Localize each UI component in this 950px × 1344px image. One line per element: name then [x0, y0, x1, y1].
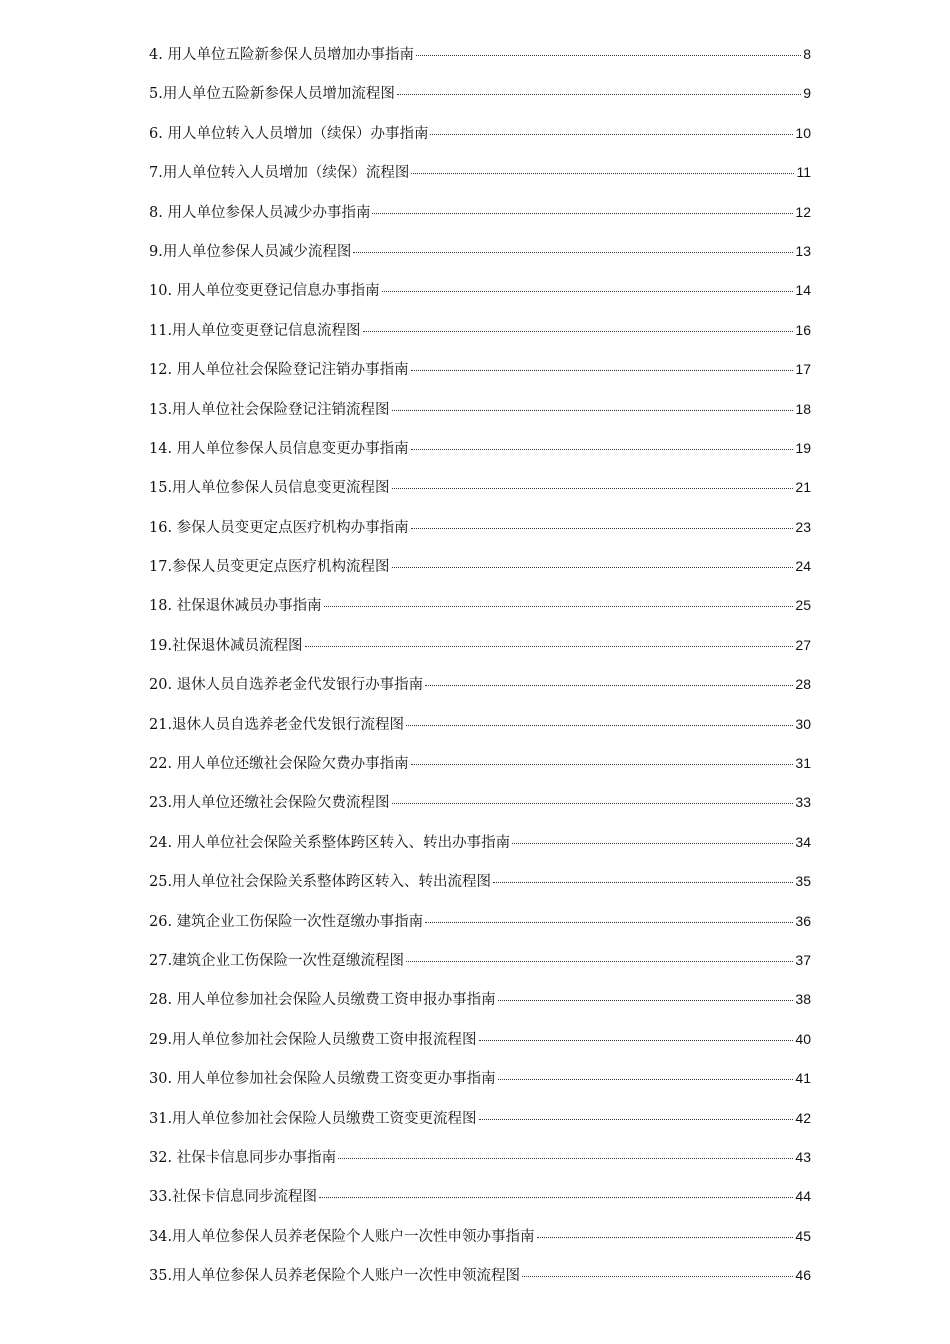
- toc-dot-leader: [353, 252, 793, 253]
- toc-entry-title[interactable]: 32. 社保卡信息同步办事指南: [149, 1149, 337, 1166]
- toc-entry-page-number[interactable]: 28: [795, 676, 811, 693]
- toc-entry-page-number[interactable]: 41: [795, 1070, 811, 1087]
- toc-entry-title[interactable]: 20. 退休人员自选养老金代发银行办事指南: [149, 677, 424, 694]
- toc-entry-page-number[interactable]: 38: [795, 991, 811, 1008]
- toc-entry-page-number[interactable]: 40: [795, 1030, 811, 1047]
- toc-entry-title[interactable]: 34.用人单位参保人员养老保险个人账户一次性申领办事指南: [149, 1228, 535, 1245]
- toc-entry[interactable]: [149, 792, 811, 831]
- toc-dot-leader: [425, 685, 793, 686]
- toc-entry-title[interactable]: 6. 用人单位转入人员增加（续保）办事指南: [149, 125, 429, 142]
- toc-entry[interactable]: [149, 1226, 811, 1265]
- toc-entry-page-number[interactable]: 35: [795, 873, 811, 890]
- toc-entry-page-number[interactable]: 10: [795, 124, 811, 141]
- table-of-contents: [149, 44, 811, 1305]
- toc-entry[interactable]: [149, 635, 811, 674]
- toc-entry[interactable]: [149, 1265, 811, 1304]
- toc-entry[interactable]: [149, 1147, 811, 1186]
- toc-entry-page-number[interactable]: 43: [795, 1148, 811, 1165]
- toc-dot-leader: [392, 803, 794, 804]
- toc-dot-leader: [498, 1000, 794, 1001]
- toc-entry-page-number[interactable]: 27: [795, 636, 811, 653]
- toc-entry[interactable]: [149, 241, 811, 280]
- toc-dot-leader: [430, 134, 793, 135]
- toc-dot-leader: [305, 646, 794, 647]
- toc-entry-title[interactable]: 15.用人单位参保人员信息变更流程图: [149, 480, 390, 497]
- toc-entry-page-number[interactable]: 34: [795, 833, 811, 850]
- toc-entry[interactable]: [149, 911, 811, 950]
- toc-entry-page-number[interactable]: 36: [795, 912, 811, 929]
- toc-entry[interactable]: [149, 359, 811, 398]
- toc-dot-leader: [479, 1119, 794, 1120]
- toc-entry-page-number[interactable]: 25: [795, 597, 811, 614]
- toc-dot-leader: [406, 725, 793, 726]
- toc-entry-page-number[interactable]: 23: [795, 518, 811, 535]
- toc-entry-title[interactable]: 5.用人单位五险新参保人员增加流程图: [149, 86, 395, 103]
- toc-entry-page-number[interactable]: 17: [795, 361, 811, 378]
- toc-dot-leader: [522, 1276, 793, 1277]
- toc-entry[interactable]: [149, 123, 811, 162]
- toc-entry[interactable]: [149, 556, 811, 595]
- toc-entry[interactable]: [149, 44, 811, 83]
- toc-entry[interactable]: [149, 674, 811, 713]
- toc-dot-leader: [392, 488, 794, 489]
- toc-entry[interactable]: [149, 871, 811, 910]
- toc-dot-leader: [411, 370, 794, 371]
- toc-entry-title[interactable]: 33.社保卡信息同步流程图: [149, 1189, 318, 1206]
- toc-entry-title[interactable]: 13.用人单位社会保险登记注销流程图: [149, 401, 390, 418]
- toc-entry-title[interactable]: 14. 用人单位参保人员信息变更办事指南: [149, 440, 409, 457]
- toc-entry-title[interactable]: 28. 用人单位参加社会保险人员缴费工资申报办事指南: [149, 992, 496, 1009]
- toc-entry-page-number[interactable]: 44: [795, 1188, 811, 1205]
- toc-dot-leader: [493, 882, 793, 883]
- toc-entry[interactable]: [149, 202, 811, 241]
- toc-entry[interactable]: [149, 1068, 811, 1107]
- toc-dot-leader: [479, 1040, 794, 1041]
- toc-entry-title[interactable]: 11.用人单位变更登记信息流程图: [149, 322, 361, 339]
- toc-entry-page-number[interactable]: 19: [795, 439, 811, 456]
- toc-entry-title[interactable]: 35.用人单位参保人员养老保险个人账户一次性申领流程图: [149, 1268, 521, 1285]
- toc-entry-title[interactable]: 25.用人单位社会保险关系整体跨区转入、转出流程图: [149, 874, 492, 891]
- toc-dot-leader: [498, 1079, 794, 1080]
- toc-dot-leader: [406, 961, 793, 962]
- toc-dot-leader: [512, 843, 793, 844]
- toc-entry-title[interactable]: 10. 用人单位变更登记信息办事指南: [149, 283, 380, 300]
- toc-entry[interactable]: [149, 399, 811, 438]
- toc-dot-leader: [324, 606, 794, 607]
- toc-entry-page-number[interactable]: 13: [795, 242, 811, 259]
- toc-entry[interactable]: [149, 1186, 811, 1225]
- toc-entry[interactable]: [149, 83, 811, 122]
- toc-entry-title[interactable]: 18. 社保退休减员办事指南: [149, 598, 322, 615]
- toc-entry-title[interactable]: 4. 用人单位五险新参保人员增加办事指南: [149, 47, 414, 63]
- toc-entry-title[interactable]: 29.用人单位参加社会保险人员缴费工资申报流程图: [149, 1031, 477, 1048]
- toc-dot-leader: [392, 567, 794, 568]
- toc-entry-page-number[interactable]: 8: [803, 46, 811, 62]
- toc-dot-leader: [372, 213, 793, 214]
- toc-entry-page-number[interactable]: 11: [796, 164, 811, 181]
- toc-dot-leader: [363, 331, 794, 332]
- toc-entry[interactable]: [149, 1029, 811, 1068]
- toc-dot-leader: [411, 764, 794, 765]
- toc-entry-page-number[interactable]: 12: [795, 203, 811, 220]
- toc-entry[interactable]: [149, 1108, 811, 1147]
- toc-entry-page-number[interactable]: 16: [795, 321, 811, 338]
- toc-entry-title[interactable]: 7.用人单位转入人员增加（续保）流程图: [149, 165, 410, 182]
- toc-entry-title[interactable]: 19.社保退休减员流程图: [149, 637, 303, 654]
- toc-entry-page-number[interactable]: 30: [795, 715, 811, 732]
- toc-dot-leader: [411, 528, 794, 529]
- toc-entry[interactable]: [149, 517, 811, 556]
- toc-entry-page-number[interactable]: 24: [795, 558, 811, 575]
- toc-entry[interactable]: [149, 989, 811, 1028]
- toc-entry-title[interactable]: 26. 建筑企业工伤保险一次性趸缴办事指南: [149, 913, 424, 930]
- toc-entry[interactable]: [149, 477, 811, 516]
- toc-entry-page-number[interactable]: 21: [795, 479, 811, 496]
- toc-dot-leader: [537, 1237, 794, 1238]
- toc-entry[interactable]: [149, 280, 811, 319]
- toc-entry-title[interactable]: 9.用人单位参保人员减少流程图: [149, 243, 352, 260]
- toc-dot-leader: [416, 55, 801, 56]
- toc-entry[interactable]: [149, 753, 811, 792]
- toc-entry-title[interactable]: 24. 用人单位社会保险关系整体跨区转入、转出办事指南: [149, 834, 511, 851]
- toc-dot-leader: [382, 291, 794, 292]
- toc-dot-leader: [392, 410, 794, 411]
- toc-dot-leader: [397, 94, 801, 95]
- toc-entry-title[interactable]: 21.退休人员自选养老金代发银行流程图: [149, 716, 405, 733]
- toc-entry[interactable]: [149, 832, 811, 871]
- toc-entry-page-number[interactable]: 37: [795, 951, 811, 968]
- toc-dot-leader: [319, 1197, 793, 1198]
- toc-entry-page-number[interactable]: 45: [795, 1227, 811, 1244]
- toc-entry-page-number[interactable]: 46: [795, 1267, 811, 1284]
- toc-dot-leader: [411, 173, 794, 174]
- toc-dot-leader: [425, 922, 793, 923]
- toc-entry[interactable]: [149, 162, 811, 201]
- toc-entry[interactable]: [149, 438, 811, 477]
- toc-entry[interactable]: [149, 595, 811, 634]
- toc-entry[interactable]: [149, 320, 811, 359]
- toc-entry-page-number[interactable]: 18: [795, 400, 811, 417]
- toc-entry-title[interactable]: 22. 用人单位还缴社会保险欠费办事指南: [149, 756, 409, 773]
- toc-entry-page-number[interactable]: 33: [795, 794, 811, 811]
- toc-entry-title[interactable]: 27.建筑企业工伤保险一次性趸缴流程图: [149, 952, 405, 969]
- toc-entry-title[interactable]: 16. 参保人员变更定点医疗机构办事指南: [149, 519, 409, 536]
- toc-entry-page-number[interactable]: 9: [803, 85, 811, 102]
- toc-entry-page-number[interactable]: 42: [795, 1109, 811, 1126]
- toc-entry-title[interactable]: 17.参保人员变更定点医疗机构流程图: [149, 559, 390, 576]
- toc-entry[interactable]: [149, 950, 811, 989]
- toc-entry-title[interactable]: 8. 用人单位参保人员减少办事指南: [149, 204, 371, 221]
- toc-entry-title[interactable]: 30. 用人单位参加社会保险人员缴费工资变更办事指南: [149, 1071, 496, 1088]
- toc-dot-leader: [411, 449, 794, 450]
- toc-dot-leader: [338, 1158, 793, 1159]
- toc-entry-page-number[interactable]: 14: [795, 282, 811, 299]
- toc-entry-page-number[interactable]: 31: [795, 755, 811, 772]
- toc-entry-title[interactable]: 31.用人单位参加社会保险人员缴费工资变更流程图: [149, 1110, 477, 1127]
- toc-entry-title[interactable]: 12. 用人单位社会保险登记注销办事指南: [149, 362, 409, 379]
- toc-entry[interactable]: [149, 714, 811, 753]
- toc-entry-title[interactable]: 23.用人单位还缴社会保险欠费流程图: [149, 795, 390, 812]
